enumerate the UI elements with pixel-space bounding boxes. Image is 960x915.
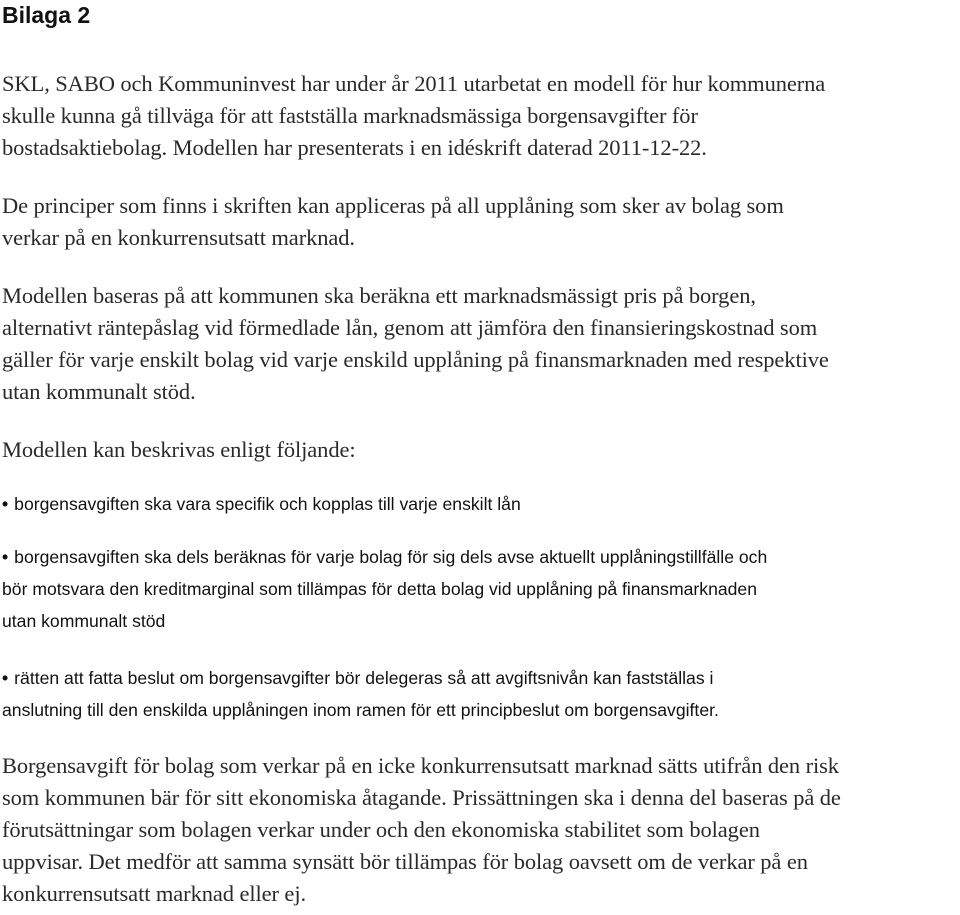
paragraph-model — [2, 280, 957, 408]
bullet-text: borgensavgiften ska vara specifik och kopplas till varje enskilt lån — [14, 494, 521, 514]
bullet-text: bör motsvara den kreditmarginal som tillämpas för detta bolag vid upplåning på finansmarknaden — [2, 579, 757, 599]
bullet-text: utan kommunalt stöd — [2, 611, 166, 631]
paragraph-line: SKL, SABO och Kommuninvest har under år 2011 utarbetat en modell för hur kommunerna — [2, 71, 826, 96]
paragraph-line: skulle kunna gå tillväga för att fastställa marknadsmässiga borgensavgifter för — [2, 103, 698, 128]
bullet-icon: • — [2, 494, 9, 514]
paragraph-intro — [2, 68, 957, 164]
paragraph-line: förutsättningar som bolagen verkar under och den ekonomiska stabilitet som bolagen — [2, 817, 760, 842]
bullet-item — [2, 662, 957, 726]
paragraph-principles — [2, 190, 957, 254]
bullet-icon: • — [2, 668, 9, 688]
paragraph-line: bostadsaktiebolag. Modellen har presenterats i en idéskrift daterad 2011-12-22. — [2, 135, 707, 160]
bullet-text: anslutning till den enskilda upplåningen inom ramen för ett principbeslut om borgensavgifter. — [2, 700, 719, 720]
bullet-item — [2, 488, 957, 520]
paragraph-line: uppvisar. Det medför att samma synsätt bör tillämpas för bolag oavsett om de verkar på en — [2, 849, 808, 874]
bullet-icon: • — [2, 547, 9, 567]
paragraph-line: som kommunen bär för sitt ekonomiska åtagande. Prissättningen ska i denna del baseras på de — [2, 785, 841, 810]
paragraph-line: Modellen kan beskrivas enligt följande: — [2, 437, 356, 462]
paragraph-line: De principer som finns i skriften kan appliceras på all upplåning som sker av bolag som — [2, 193, 784, 218]
bullet-item — [2, 541, 957, 637]
bullet-text: rätten att fatta beslut om borgensavgifter bör delegeras så att avgiftsnivån kan fastställas i — [14, 668, 714, 688]
paragraph-line: Modellen baseras på att kommunen ska beräkna ett marknadsmässigt pris på borgen, — [2, 283, 756, 308]
paragraph-line: konkurrensutsatt marknad eller ej. — [2, 881, 306, 906]
paragraph-line: utan kommunalt stöd. — [2, 379, 196, 404]
list-intro — [2, 434, 957, 466]
page-heading: Bilaga 2 — [2, 2, 91, 28]
paragraph-line: alternativt räntepåslag vid förmedlade lån, genom att jämföra den finansieringskostnad som — [2, 315, 818, 340]
bullet-text: borgensavgiften ska dels beräknas för varje bolag för sig dels avse aktuellt upplåningstillfälle och — [14, 547, 768, 567]
paragraph-non-competitive — [2, 750, 957, 910]
paragraph-line: verkar på en konkurrensutsatt marknad. — [2, 225, 355, 250]
paragraph-line: Borgensavgift för bolag som verkar på en icke konkurrensutsatt marknad sätts utifrån den risk — [2, 753, 839, 778]
paragraph-line: gäller för varje enskilt bolag vid varje enskild upplåning på finansmarknaden med respektive — [2, 347, 829, 372]
